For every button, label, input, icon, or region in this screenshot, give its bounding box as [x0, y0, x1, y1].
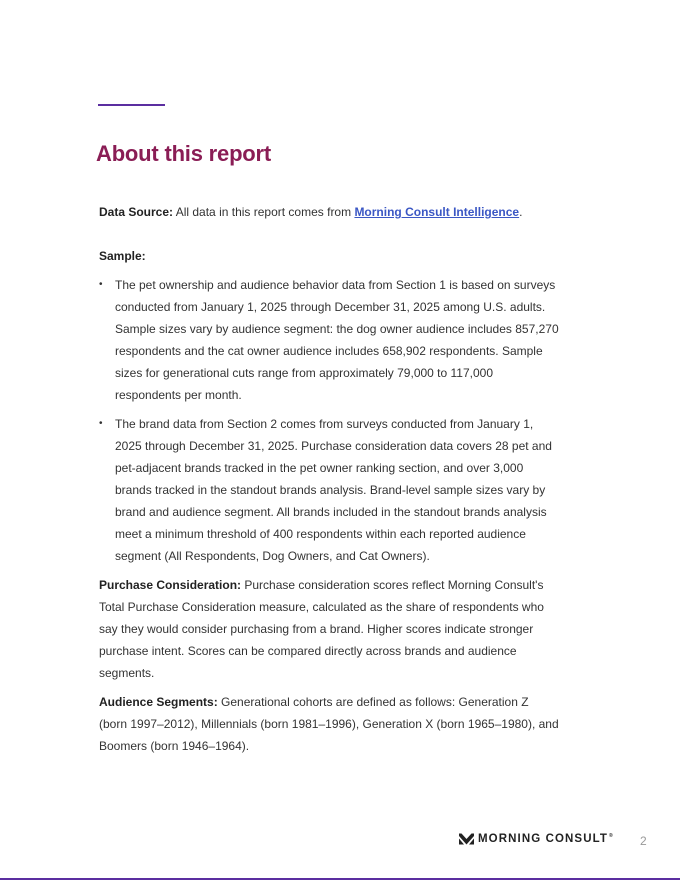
purchase-consideration-text: Purchase consideration scores reflect Morning Consult's Total Purchase Consideration measure, calculated as the share of respondents who say they would consider purchasing from a brand. Higher scores indicate stronger purchase intent. Scores can be compared directly across brands and audience segments. — [99, 578, 544, 680]
sample-heading — [99, 245, 559, 267]
footer-brand-text: MORNING CONSULT — [478, 833, 609, 845]
audience-segments-paragraph — [99, 691, 559, 757]
morning-consult-logo-icon — [459, 832, 474, 846]
purchase-consideration-label: Purchase Consideration: — [99, 578, 242, 592]
page-number: 2 — [640, 834, 647, 848]
audience-segments-text: Generational cohorts are defined as follows: Generation Z (born 1997–2012), Millennials (born 1981–1996), Generation X (born 1965–1980), and Boomers (born 1946–1964). — [99, 695, 559, 753]
audience-segments-label: Audience Segments: — [99, 695, 218, 709]
sample-bullet-item: • The pet ownership and audience behavior data from Section 1 is based on surveys conducted from January 1, 2025 through December 31, 2025 among U.S. adults. Sample sizes vary by audience segment: the dog owner audience includes 857,270 respondents and the cat owner audience includes 658,902 respondents. Sample sizes for generational cuts range from approximately 79,000 to 117,000 respondents per month. — [99, 274, 559, 406]
footer-logo — [459, 832, 614, 846]
report-content — [99, 201, 559, 764]
morning-consult-intelligence-link[interactable]: Morning Consult Intelligence — [354, 205, 520, 219]
data-source-label: Data Source: — [99, 205, 174, 219]
sample-bullet-list — [99, 274, 559, 567]
data-source-paragraph — [99, 201, 559, 223]
sample-bullet-item: • The brand data from Section 2 comes from surveys conducted from January 1, 2025 through December 31, 2025. Purchase consideration data covers 28 pet and pet-adjacent brands tracked in the pet owner ranking section, and over 3,000 brands tracked in the standout brands analysis. Brand-level sample sizes vary by brand and audience segment. All brands included in the standout brands analysis meet a minimum threshold of 400 respondents within each reported audience segment (All Respondents, Dog Owners, and Cat Owners). — [99, 413, 559, 567]
accent-rule — [98, 104, 165, 106]
footer-brand-name — [478, 833, 614, 845]
registered-mark: ® — [609, 833, 614, 839]
purchase-consideration-paragraph — [99, 574, 559, 684]
page-title: About this report — [96, 141, 272, 166]
data-source-text: All data in this report comes from — [175, 205, 355, 219]
data-source-period: . — [519, 205, 523, 219]
sample-label: Sample: — [99, 249, 146, 263]
